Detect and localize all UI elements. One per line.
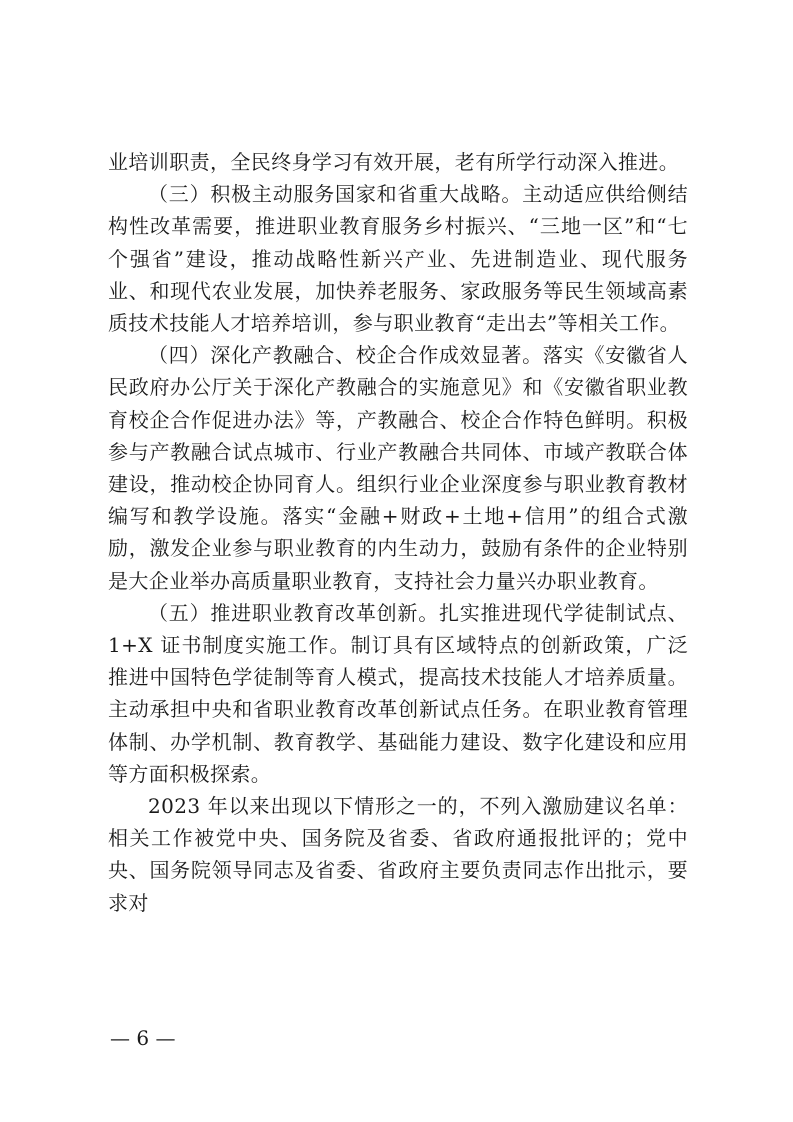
paragraph-section-5: （五）推进职业教育改革创新。扎实推进现代学徒制试点、1+X 证书制度实施工作。制订具有区域特点的创新政策，广泛推进中国特色学徒制等育人模式，提高技术技能人才培养质量。主动承担中央和省职业教育改革创新试点任务。在职业教育管理体制、办学机制、教育教学、基础能力建设、数字化建设和应用等方面积极探索。	[108, 600, 688, 786]
paragraph-section-3: （三）积极主动服务国家和省重大战略。主动适应供给侧结构性改革需要，推进职业教育服务乡村振兴、“三地一区”和“七个强省”建设，推动战略性新兴产业、先进制造业、现代服务业、和现代农业发展，加快养老服务、家政服务等民生领域高素质技术技能人才培养培训，参与职业教育“走出去”等相关工作。	[108, 182, 688, 336]
paragraph-section-4: （四）深化产教融合、校企合作成效显著。落实《安徽省人民政府办公厅关于深化产教融合的实施意见》和《安徽省职业教育校企合作促进办法》等，产教融合、校企合作特色鲜明。积极参与产教融合试点城市、行业产教融合共同体、市域产教联合体建设，推动校企协同育人。组织行业企业深度参与职业教育教材编写和教学设施。落实“金融+财政+土地+信用”的组合式激励，激发企业参与职业教育的内生动力，鼓励有条件的企业特别是大企业举办高质量职业教育，支持社会力量兴办职业教育。	[108, 343, 688, 593]
paragraph-continuation: 业培训职责，全民终身学习有效开展，老有所学行动深入推进。	[108, 150, 680, 174]
paragraph-exclusion-criteria: 2023 年以来出现以下情形之一的，不列入激励建议名单：相关工作被党中央、国务院及省委、省政府通报批评的；党中央、国务院领导同志及省委、省政府主要负责同志作出批示，要求对	[108, 794, 688, 915]
page-number: — 6 —	[110, 1026, 176, 1050]
body-text	[108, 146, 688, 919]
